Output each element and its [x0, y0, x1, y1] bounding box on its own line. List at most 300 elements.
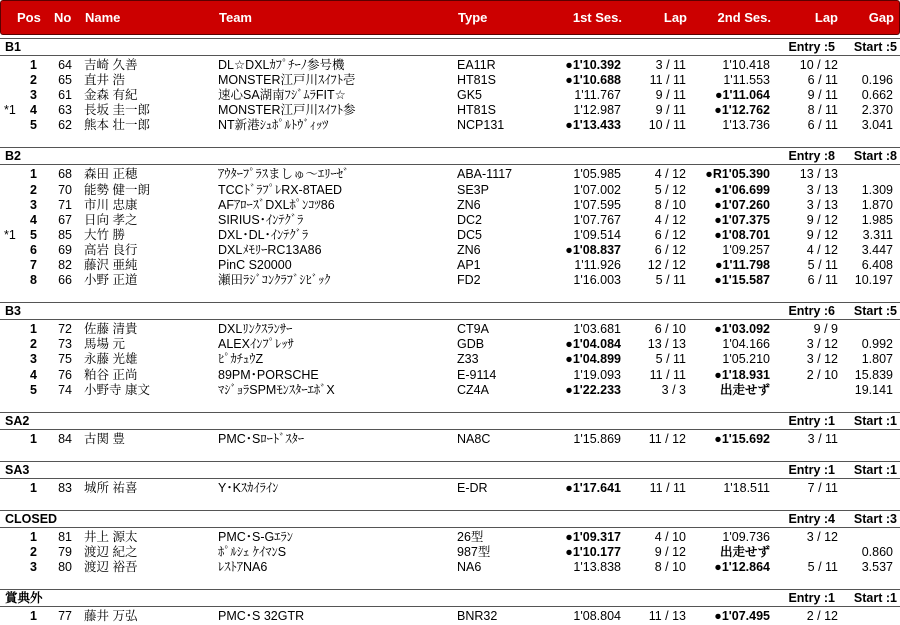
result-row	[0, 243, 900, 258]
session2-lap-cell: 3 / 11	[807, 431, 838, 446]
session1-time-cell: ●1'04.084	[565, 337, 621, 352]
note-cell: *1	[4, 103, 16, 118]
session2-time-cell: ●1'07.260	[714, 197, 770, 212]
class-section	[0, 589, 900, 624]
position-cell: 7	[30, 258, 37, 273]
result-row	[0, 273, 900, 288]
position-cell: 1	[30, 322, 37, 337]
class-section	[0, 302, 900, 397]
car-number-cell: 67	[58, 212, 72, 227]
class-section	[0, 510, 900, 575]
team-name-cell: DXLﾒﾓﾘｰRC13A86	[218, 242, 322, 257]
position-cell: 1	[30, 529, 37, 544]
class-section	[0, 412, 900, 447]
session2-time-cell: ●1'06.699	[714, 182, 770, 197]
session1-lap-cell: 4 / 12	[654, 212, 686, 227]
car-number-cell: 69	[58, 242, 72, 257]
class-name: SA2	[5, 413, 30, 428]
car-type-cell: 26型	[457, 529, 484, 544]
session2-time-cell: 1'05.210	[722, 352, 770, 367]
car-type-cell: NA6	[457, 560, 482, 575]
gap-cell: 15.839	[854, 367, 893, 382]
gap-cell: 6.408	[861, 258, 893, 273]
session1-time-cell: 1'19.093	[573, 367, 621, 382]
position-cell: 2	[30, 337, 37, 352]
result-row	[0, 368, 900, 383]
team-name-cell: 89PM･PORSCHE	[218, 367, 319, 382]
car-type-cell: BNR32	[457, 609, 498, 624]
start-count: Start :8	[853, 149, 897, 164]
position-cell: 5	[30, 118, 37, 133]
session2-lap-cell: 3 / 12	[806, 352, 838, 367]
session2-time-cell: ●1'12.762	[714, 103, 770, 118]
class-header	[0, 147, 900, 165]
class-section	[0, 461, 900, 496]
position-cell: 5	[30, 382, 37, 397]
session1-lap-cell: 11 / 12	[648, 431, 686, 446]
session1-lap-cell: 3 / 3	[661, 382, 686, 397]
position-cell: 3	[30, 88, 37, 103]
position-cell: 4	[30, 103, 37, 118]
driver-name-cell: 馬場 元	[84, 337, 125, 352]
note-cell: *1	[4, 227, 16, 242]
class-header	[0, 38, 900, 56]
column-header-session2-lap: Lap	[814, 10, 838, 25]
gap-cell: 1.807	[861, 352, 893, 367]
driver-name-cell: 吉崎 久善	[84, 58, 138, 72]
driver-name-cell: 森田 正穂	[84, 167, 138, 182]
car-type-cell: ZN6	[457, 197, 481, 212]
session2-lap-cell: 7 / 11	[807, 480, 838, 495]
driver-name-cell: 古関 豊	[84, 431, 125, 446]
car-number-cell: 71	[58, 197, 72, 212]
class-header	[0, 412, 900, 430]
session1-lap-cell: 11 / 11	[649, 367, 686, 382]
session1-time-cell: 1'15.869	[573, 431, 621, 446]
car-type-cell: NCP131	[457, 118, 505, 133]
car-type-cell: FD2	[457, 273, 481, 288]
session2-time-cell: ●1'12.864	[714, 560, 770, 575]
position-cell: 1	[30, 58, 37, 72]
car-type-cell: E-9114	[457, 367, 497, 382]
team-name-cell: NT新港ｼｭﾎﾟﾙﾄｳﾞｨｯﾂ	[218, 118, 329, 133]
result-row	[0, 481, 900, 496]
session2-time-cell: ●1'07.375	[714, 212, 770, 227]
car-type-cell: ABA-1117	[457, 167, 513, 182]
class-name: B1	[5, 40, 21, 54]
car-number-cell: 62	[58, 118, 72, 133]
gap-cell: 0.860	[861, 544, 893, 559]
car-number-cell: 82	[58, 258, 72, 273]
session1-time-cell: ●1'08.837	[565, 242, 621, 257]
driver-name-cell: 渡辺 紀之	[84, 544, 138, 559]
session2-time-cell: ●1'11.798	[714, 258, 770, 273]
session1-time-cell: 1'07.002	[573, 182, 621, 197]
position-cell: 1	[30, 431, 37, 446]
car-type-cell: EA11R	[457, 58, 496, 72]
result-row	[0, 228, 900, 243]
gap-cell: 19.141	[854, 382, 893, 397]
car-type-cell: CT9A	[457, 322, 489, 337]
team-name-cell: PMC･S 32GTR	[218, 609, 305, 624]
gap-cell: 10.197	[854, 273, 893, 288]
class-name: CLOSED	[5, 511, 58, 526]
session1-lap-cell: 9 / 11	[655, 88, 686, 103]
session1-lap-cell: 5 / 12	[654, 182, 686, 197]
class-section	[0, 147, 900, 288]
car-number-cell: 68	[58, 167, 72, 182]
driver-name-cell: 長坂 圭一郎	[84, 103, 150, 118]
session1-lap-cell: 12 / 12	[647, 258, 686, 273]
position-cell: 2	[30, 544, 37, 559]
session1-time-cell: ●1'17.641	[565, 480, 621, 495]
session2-lap-cell: 6 / 11	[807, 273, 838, 288]
driver-name-cell: 直井 浩	[84, 73, 125, 88]
session1-lap-cell: 6 / 10	[654, 322, 686, 337]
session2-time-cell: ●1'18.931	[714, 367, 770, 382]
car-number-cell: 64	[58, 58, 72, 72]
team-name-cell: PinC S20000	[218, 258, 292, 273]
session2-lap-cell: 13 / 13	[799, 167, 838, 182]
position-cell: 6	[30, 242, 37, 257]
session2-time-cell: 1'10.418	[722, 58, 770, 72]
team-name-cell: AFｱﾛｰｽﾞDXLﾎﾟﾝｺﾂ86	[218, 197, 335, 212]
session1-time-cell: ●1'04.899	[565, 352, 621, 367]
gap-cell: 3.041	[861, 118, 893, 133]
session2-time-cell: ●1'08.701	[714, 227, 770, 242]
driver-name-cell: 藤沢 亜純	[84, 258, 138, 273]
position-cell: 1	[30, 480, 37, 495]
position-cell: 2	[30, 73, 37, 88]
start-count: Start :5	[853, 40, 897, 54]
session2-lap-cell: 9 / 12	[806, 227, 838, 242]
results-header-bar	[0, 0, 900, 35]
result-row	[0, 198, 900, 213]
session2-time-cell: ●1'03.092	[714, 322, 770, 337]
result-row	[0, 322, 900, 337]
team-name-cell: TCCﾄﾞﾗﾌﾟﾚRX-8TAED	[218, 182, 343, 197]
session2-lap-cell: 8 / 11	[807, 103, 838, 118]
session1-time-cell: ●1'22.233	[565, 382, 621, 397]
result-row	[0, 213, 900, 228]
column-header-team: Team	[219, 10, 252, 25]
session2-lap-cell: 5 / 11	[807, 258, 838, 273]
driver-name-cell: 高岩 良行	[84, 242, 138, 257]
entry-count: Entry :4	[788, 511, 835, 526]
team-name-cell: ﾏｼﾞｮﾗSPMﾓﾝｽﾀｰｴﾎﾞX	[218, 382, 335, 397]
driver-name-cell: 金森 有紀	[84, 88, 138, 103]
session1-time-cell: 1'07.767	[573, 212, 621, 227]
result-row	[0, 383, 900, 398]
session2-time-cell: 1'04.166	[722, 337, 770, 352]
driver-name-cell: 永藤 光雄	[84, 352, 138, 367]
session2-lap-cell: 2 / 12	[806, 609, 838, 624]
car-number-cell: 76	[58, 367, 72, 382]
session1-lap-cell: 6 / 12	[654, 242, 686, 257]
team-name-cell: ﾚｽﾄｱNA6	[218, 560, 268, 575]
session2-time-cell: 出走せず	[719, 544, 770, 559]
car-type-cell: Z33	[457, 352, 479, 367]
session2-lap-cell: 2 / 10	[806, 367, 838, 382]
result-row	[0, 545, 900, 560]
session1-lap-cell: 11 / 11	[649, 480, 686, 495]
column-header-car-number: No	[54, 10, 72, 25]
car-type-cell: SE3P	[457, 182, 489, 197]
position-cell: 1	[30, 167, 37, 182]
start-count: Start :1	[853, 462, 897, 477]
car-number-cell: 85	[58, 227, 72, 242]
session2-lap-cell: 6 / 11	[807, 73, 838, 88]
column-header-position: Pos	[17, 10, 41, 25]
result-row	[0, 530, 900, 545]
session1-lap-cell: 13 / 13	[647, 337, 686, 352]
class-name: B3	[5, 304, 21, 319]
car-number-cell: 70	[58, 182, 72, 197]
result-row	[0, 432, 900, 447]
team-name-cell: MONSTER江戸川ｽｲﾌﾄ参	[218, 103, 356, 118]
column-header-driver-name: Name	[85, 10, 121, 25]
session2-lap-cell: 4 / 12	[806, 242, 838, 257]
column-header-gap: Gap	[868, 10, 894, 25]
car-type-cell: E-DR	[457, 480, 488, 495]
session1-time-cell: ●1'09.317	[565, 529, 621, 544]
position-cell: 4	[30, 212, 37, 227]
session1-time-cell: ●1'13.433	[565, 118, 621, 133]
class-header	[0, 510, 900, 528]
car-type-cell: HT81S	[457, 103, 496, 118]
car-number-cell: 75	[58, 352, 72, 367]
session1-time-cell: 1'11.767	[574, 88, 621, 103]
team-name-cell: DXLﾘﾝｸｽﾗﾝｻｰ	[218, 322, 293, 337]
result-row	[0, 258, 900, 273]
session1-lap-cell: 10 / 11	[648, 118, 686, 133]
team-name-cell: ﾋﾟｶﾁｭｳZ	[218, 352, 264, 367]
car-number-cell: 65	[58, 73, 72, 88]
start-count: Start :1	[853, 413, 897, 428]
entry-count: Entry :8	[788, 149, 835, 164]
car-number-cell: 81	[58, 529, 72, 544]
car-type-cell: GK5	[457, 88, 483, 103]
session2-lap-cell: 3 / 13	[806, 197, 838, 212]
car-type-cell: HT81S	[457, 73, 496, 88]
team-name-cell: 瀬田ﾗｼﾞｺﾝｸﾗﾌﾞｼﾋﾞｯｸ	[218, 273, 331, 288]
session1-lap-cell: 9 / 11	[655, 103, 686, 118]
entry-count: Entry :1	[788, 462, 835, 477]
gap-cell: 0.992	[861, 337, 893, 352]
session2-lap-cell: 10 / 12	[799, 58, 838, 72]
gap-cell: 1.985	[861, 212, 893, 227]
driver-name-cell: 佐藤 清貴	[84, 322, 138, 337]
result-row	[0, 337, 900, 352]
session1-lap-cell: 11 / 13	[648, 609, 686, 624]
team-name-cell: DXL･DL･ｲﾝﾃｸﾞﾗ	[218, 227, 309, 242]
result-row	[0, 58, 900, 73]
session1-time-cell: 1'07.595	[573, 197, 621, 212]
car-number-cell: 61	[58, 88, 72, 103]
column-header-session2-time: 2nd Ses.	[717, 10, 771, 25]
session1-lap-cell: 5 / 11	[655, 273, 686, 288]
team-name-cell: DL☆DXLｶﾌﾟﾁｰﾉ参号機	[218, 58, 345, 72]
car-number-cell: 74	[58, 382, 72, 397]
session2-time-cell: 1'11.553	[723, 73, 770, 88]
start-count: Start :1	[853, 591, 897, 606]
car-type-cell: 987型	[457, 544, 491, 559]
position-cell: 3	[30, 352, 37, 367]
car-number-cell: 66	[58, 273, 72, 288]
driver-name-cell: 井上 源太	[84, 529, 138, 544]
session2-lap-cell: 3 / 12	[806, 337, 838, 352]
session1-lap-cell: 4 / 12	[654, 167, 686, 182]
session1-time-cell: ●1'10.392	[565, 58, 621, 72]
car-number-cell: 80	[58, 560, 72, 575]
driver-name-cell: 小野 正道	[84, 273, 138, 288]
driver-name-cell: 日向 孝之	[84, 212, 138, 227]
class-header	[0, 461, 900, 479]
driver-name-cell: 熊本 壮一郎	[84, 118, 150, 133]
position-cell: 4	[30, 367, 37, 382]
car-number-cell: 73	[58, 337, 72, 352]
position-cell: 3	[30, 560, 37, 575]
car-type-cell: CZ4A	[457, 382, 489, 397]
session2-time-cell: 1'13.736	[722, 118, 770, 133]
class-name: SA3	[5, 462, 30, 477]
column-header-session1-time: 1st Ses.	[572, 10, 622, 25]
car-type-cell: AP1	[457, 258, 481, 273]
team-name-cell: ﾎﾟﾙｼｪ ｹｲﾏﾝS	[218, 544, 287, 559]
entry-count: Entry :5	[788, 40, 835, 54]
result-row	[0, 118, 900, 133]
session1-time-cell: 1'09.514	[573, 227, 621, 242]
team-name-cell: SIRIUS･ｲﾝﾃｸﾞﾗ	[218, 212, 304, 227]
result-row	[0, 183, 900, 198]
column-header-session1-lap: Lap	[663, 10, 687, 25]
driver-name-cell: 渡辺 裕吾	[84, 560, 138, 575]
driver-name-cell: 城所 祐喜	[84, 480, 138, 495]
driver-name-cell: 粕谷 正尚	[84, 367, 138, 382]
result-row	[0, 352, 900, 367]
session1-time-cell: 1'16.003	[573, 273, 621, 288]
session2-lap-cell: 3 / 13	[806, 182, 838, 197]
class-header	[0, 589, 900, 607]
session1-lap-cell: 6 / 12	[654, 227, 686, 242]
session2-time-cell: ●1'11.064	[714, 88, 770, 103]
session1-lap-cell: 8 / 10	[654, 560, 686, 575]
position-cell: 3	[30, 197, 37, 212]
driver-name-cell: 小野寺 康文	[84, 382, 150, 397]
result-row	[0, 88, 900, 103]
session1-time-cell: 1'13.838	[573, 560, 621, 575]
result-row	[0, 560, 900, 575]
car-number-cell: 83	[58, 480, 72, 495]
team-name-cell: MONSTER江戸川ｽｲﾌﾄ壱	[218, 73, 356, 88]
car-type-cell: GDB	[457, 337, 485, 352]
class-section	[0, 38, 900, 133]
session1-time-cell: 1'12.987	[573, 103, 621, 118]
position-cell: 5	[30, 227, 37, 242]
driver-name-cell: 藤井 万弘	[84, 609, 138, 624]
session1-time-cell: 1'03.681	[573, 322, 621, 337]
session1-time-cell: 1'08.804	[573, 609, 621, 624]
session1-time-cell: 1'11.926	[574, 258, 621, 273]
car-number-cell: 72	[58, 322, 72, 337]
session1-time-cell: 1'05.985	[573, 167, 621, 182]
entry-count: Entry :1	[788, 591, 835, 606]
car-number-cell: 63	[58, 103, 72, 118]
car-type-cell: DC2	[457, 212, 483, 227]
session1-lap-cell: 11 / 11	[649, 73, 686, 88]
position-cell: 8	[30, 273, 37, 288]
gap-cell: 0.196	[861, 73, 893, 88]
class-name: 賞典外	[5, 591, 43, 606]
session1-lap-cell: 5 / 11	[655, 352, 686, 367]
session2-lap-cell: 3 / 12	[806, 529, 838, 544]
session2-lap-cell: 5 / 11	[807, 560, 838, 575]
session1-lap-cell: 9 / 12	[654, 544, 686, 559]
team-name-cell: Y･Kｽｶｲﾗｲﾝ	[218, 480, 279, 495]
result-row	[0, 73, 900, 88]
session1-time-cell: ●1'10.177	[565, 544, 621, 559]
session1-lap-cell: 8 / 10	[654, 197, 686, 212]
team-name-cell: PMC･S-Gｴﾗﾝ	[218, 529, 294, 544]
start-count: Start :3	[853, 511, 897, 526]
position-cell: 1	[30, 609, 37, 624]
gap-cell: 2.370	[861, 103, 893, 118]
gap-cell: 3.447	[861, 242, 893, 257]
position-cell: 2	[30, 182, 37, 197]
team-name-cell: ｱｳﾀｰﾌﾟﾗｽましゅ～ｴﾘｰｾﾞ	[218, 167, 350, 182]
driver-name-cell: 市川 忠康	[84, 197, 138, 212]
car-number-cell: 79	[58, 544, 72, 559]
gap-cell: 1.870	[861, 197, 893, 212]
car-type-cell: NA8C	[457, 431, 491, 446]
session1-lap-cell: 3 / 11	[655, 58, 686, 72]
session2-lap-cell: 6 / 11	[807, 118, 838, 133]
session2-lap-cell: 9 / 9	[813, 322, 838, 337]
driver-name-cell: 能勢 健一朗	[84, 182, 150, 197]
session2-time-cell: ●1'07.495	[714, 609, 770, 624]
team-name-cell: 速心SA湖南ﾌｼﾞﾑﾗFIT☆	[218, 88, 346, 103]
entry-count: Entry :1	[788, 413, 835, 428]
column-header-car-type: Type	[458, 10, 488, 25]
gap-cell: 3.537	[861, 560, 893, 575]
session2-lap-cell: 9 / 12	[806, 212, 838, 227]
entry-count: Entry :6	[788, 304, 835, 319]
car-type-cell: DC5	[457, 227, 483, 242]
car-number-cell: 84	[58, 431, 72, 446]
gap-cell: 3.311	[862, 227, 893, 242]
gap-cell: 1.309	[861, 182, 893, 197]
session2-lap-cell: 9 / 11	[807, 88, 838, 103]
session1-lap-cell: 4 / 10	[654, 529, 686, 544]
start-count: Start :5	[853, 304, 897, 319]
session2-time-cell: 出走せず	[719, 382, 770, 397]
session2-time-cell: 1'18.511	[723, 480, 770, 495]
result-row	[0, 609, 900, 624]
session2-time-cell: ●R1'05.390	[705, 167, 770, 182]
class-header	[0, 302, 900, 320]
session2-time-cell: 1'09.257	[722, 242, 770, 257]
gap-cell: 0.662	[861, 88, 893, 103]
team-name-cell: ALEXｲﾝﾌﾟﾚｯｻ	[218, 337, 294, 352]
result-row	[0, 167, 900, 182]
session2-time-cell: ●1'15.587	[714, 273, 770, 288]
team-name-cell: PMC･Sﾛｰﾄﾞｽﾀｰ	[218, 431, 305, 446]
session2-time-cell: ●1'15.692	[714, 431, 770, 446]
driver-name-cell: 大竹 勝	[84, 227, 125, 242]
session1-time-cell: ●1'10.688	[565, 73, 621, 88]
car-number-cell: 77	[58, 609, 72, 624]
car-type-cell: ZN6	[457, 242, 481, 257]
